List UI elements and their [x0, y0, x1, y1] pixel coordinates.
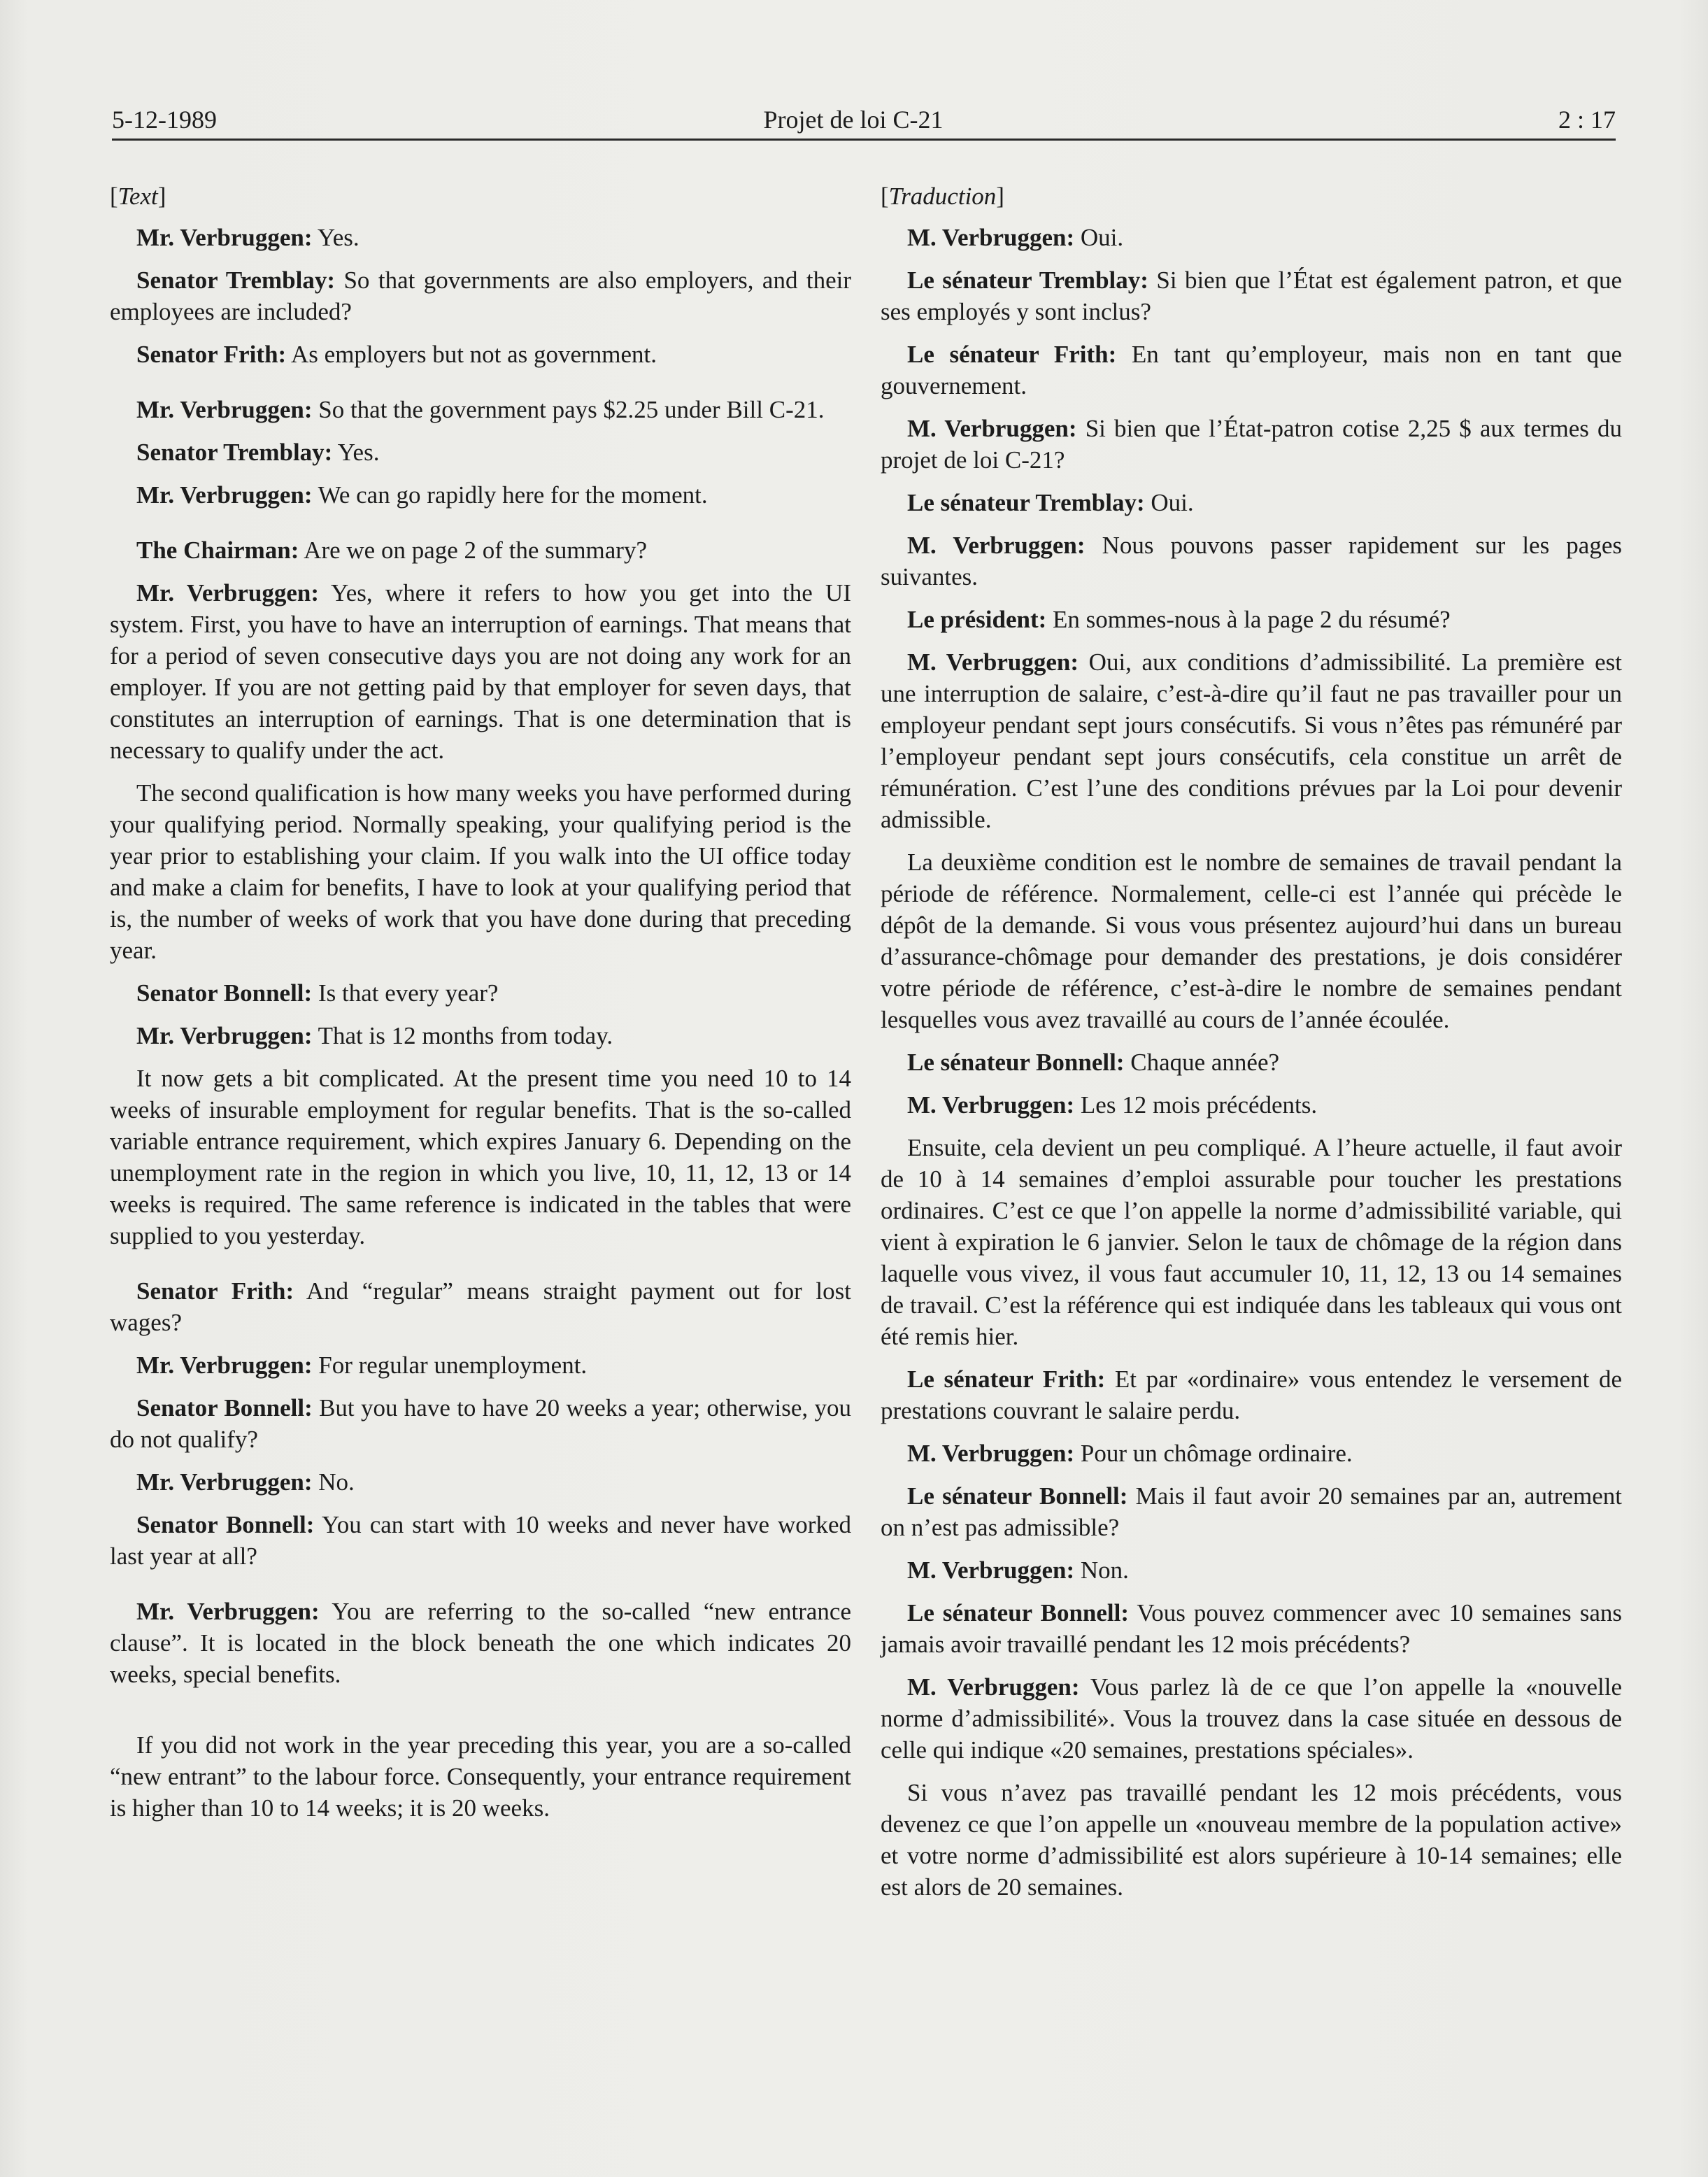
paragraph-text: Yes, where it refers to how you get into the UI system. First, you have to have an interruption of earnings. That means that for a period of seven consecutive days you are not doing any work for an employer. If you are not getting paid by that employer for seven days, that constitutes an interruption of earnings. That is one determination that is necessary to qualify under the act. [110, 579, 851, 764]
speaker-name: Senator Tremblay: [136, 267, 336, 294]
paragraph-text: Pour un chômage ordinaire. [1074, 1440, 1353, 1467]
paragraph-text: Si bien que l’État est également patron, et que ses employés y sont inclus? [881, 267, 1623, 325]
speaker-name: Senator Frith: [136, 341, 287, 368]
header-date: 5-12-1989 [112, 106, 217, 134]
paragraph-text: Oui. [1074, 224, 1124, 251]
transcript-paragraph [881, 604, 1622, 635]
paragraph-text: Non. [1074, 1556, 1129, 1584]
transcript-paragraph [881, 846, 1622, 1035]
paragraph-text: The second qualification is how many weeks you have performed during your qualifying period. Normally speaking, your qualifying period is the year prior to establishing your claim. If you walk into the UI office today and make a claim for benefits, I have to look at your qualifying period that is, the number of weeks of work that you have done during that preceding year. [110, 779, 851, 964]
transcript-paragraph [881, 1480, 1622, 1543]
paragraph-text: It now gets a bit complicated. At the present time you need 10 to 14 weeks of insurable employment for regular benefits. That is the so-called variable entrance requirement, which expires January 6. Depending on the unemployment rate in the region in which you live, 10, 11, 12, 13 or 14 weeks is required. The same reference is indicated in the tables that were supplied to you yesterday. [110, 1065, 851, 1249]
speaker-name: Senator Bonnell: [136, 979, 313, 1007]
speaker-name: M. Verbruggen: [907, 532, 1086, 559]
paragraph-text: That is 12 months from today. [312, 1022, 613, 1049]
transcript-paragraph [881, 1597, 1622, 1660]
paragraph-text: We can go rapidly here for the moment. [312, 481, 708, 509]
transcript-paragraph [881, 1554, 1622, 1586]
paragraph-text: En sommes-nous à la page 2 du résumé? [1046, 606, 1451, 633]
speaker-name: Mr. Verbruggen: [136, 1598, 320, 1625]
column-label-text: Text [118, 183, 158, 210]
paragraph-text: Nous pouvons passer rapidement sur les pages suivantes. [881, 532, 1622, 590]
paragraph-text: You are referring to the so-called “new entrance clause”. It is located in the block beneath the one which indicates 20 weeks, special benefits. [110, 1598, 851, 1688]
transcript-paragraph [881, 264, 1622, 327]
paragraph-text: Yes. [332, 439, 380, 466]
english-column [110, 180, 851, 1835]
transcript-paragraph [881, 1363, 1622, 1426]
speaker-name: M. Verbruggen: [907, 1440, 1075, 1467]
column-label: [Text] [110, 183, 166, 210]
transcript-paragraph [881, 1132, 1622, 1352]
speaker-name: Senator Frith: [136, 1277, 294, 1305]
speaker-name: Le président: [907, 606, 1047, 633]
paragraph-text: No. [312, 1468, 355, 1496]
speaker-name: Le sénateur Bonnell: [907, 1049, 1125, 1076]
column-label-text: Traduction [888, 183, 997, 210]
speaker-name: M. Verbruggen: [907, 1673, 1080, 1701]
paragraph-text: Are we on page 2 of the summary? [299, 537, 647, 564]
transcript-paragraph [110, 1349, 851, 1381]
speaker-name: Mr. Verbruggen: [136, 396, 313, 423]
transcript-paragraph [110, 1275, 851, 1338]
transcript-paragraph [110, 534, 851, 566]
paragraph-text: Les 12 mois précédents. [1074, 1091, 1318, 1119]
transcript-paragraph [110, 264, 851, 327]
transcript-paragraph [881, 1089, 1622, 1121]
transcript-paragraph [881, 646, 1622, 835]
paragraph-text: Chaque année? [1124, 1049, 1280, 1076]
speaker-name: Mr. Verbruggen: [136, 224, 313, 251]
paragraph-text: Is that every year? [312, 979, 499, 1007]
paragraph-text: En tant qu’employeur, mais non en tant que gouvernement. [881, 341, 1622, 399]
paragraph-text: Oui. [1144, 489, 1194, 516]
speaker-name: Senator Bonnell: [136, 1511, 315, 1538]
paragraph-text: But you have to have 20 weeks a year; otherwise, you do not qualify? [110, 1394, 852, 1453]
paragraph-text: Si vous n’avez pas travaillé pendant les 12 mois précédents, vous devenez ce que l’on appelle un «nouveau membre de la population active» et votre norme d’admissibilité est alors supérieure à 10-14 semaines; elle est alors de 20 semaines. [881, 1779, 1622, 1901]
transcript-paragraph [881, 487, 1622, 518]
transcript-paragraph [110, 977, 851, 1009]
transcript-paragraph [881, 1438, 1622, 1469]
transcript-paragraph [110, 1392, 851, 1455]
paragraph-text: La deuxième condition est le nombre de semaines de travail pendant la période de référence. Normalement, celle-ci est l’année qui précède le dépôt de la demande. Si vous vous présentez aujourd’hui dans un bureau d’assurance-chômage pour demander des prestations, je dois considérer votre période de référence, c’est-à-dire le nombre de semaines pendant lesquelles vous avez travaillé au cours de l’année écoulée. [881, 849, 1622, 1033]
transcript-paragraph [110, 777, 851, 966]
speaker-name: Senator Bonnell: [136, 1394, 313, 1421]
paragraph-text: Mais il faut avoir 20 semaines par an, autrement on n’est pas admissible? [881, 1482, 1622, 1541]
speaker-name: Mr. Verbruggen: [136, 481, 313, 509]
speaker-name: Mr. Verbruggen: [136, 579, 320, 607]
paragraph-text: Si bien que l’État-patron cotise 2,25 $ aux termes du projet de loi C-21? [881, 415, 1623, 474]
paragraph-text: Et par «ordinaire» vous entendez le versement de prestations couvrant le salaire perdu. [881, 1366, 1622, 1424]
speaker-name: M. Verbruggen: [907, 415, 1077, 442]
speaker-name: Mr. Verbruggen: [136, 1468, 313, 1496]
speaker-name: Senator Tremblay: [136, 439, 333, 466]
transcript-paragraph [881, 413, 1622, 476]
transcript-paragraph [110, 1509, 851, 1572]
speaker-name: The Chairman: [136, 537, 299, 564]
speaker-name: Le sénateur Tremblay: [907, 489, 1145, 516]
paragraph-text: Yes. [312, 224, 360, 251]
transcript-paragraph [110, 479, 851, 511]
transcript-paragraph [881, 339, 1622, 402]
paragraph-text: For regular unemployment. [312, 1352, 588, 1379]
header-page-number: 2 : 17 [1558, 106, 1616, 134]
speaker-name: Le sénateur Tremblay: [907, 267, 1148, 294]
paragraph-text: Ensuite, cela devient un peu compliqué. A l’heure actuelle, il faut avoir de 10 à 14 semaines d’emploi assurable pour toucher les prestations ordinaires. C’est ce que l’on appelle la norme d’admissibilité variable, qui vient à expiration le 6 janvier. Selon le taux de chômage de la région dans laquelle vous vivez, il vous faut accumuler 10, 11, 12, 13 ou 14 semaines de travail. C’est la référence qui est indiquée dans les tableaux qui vous ont été remis hier. [881, 1134, 1622, 1350]
speaker-name: Mr. Verbruggen: [136, 1352, 313, 1379]
paragraph-text: Vous pouvez commencer avec 10 semaines sans jamais avoir travaillé pendant les 12 mois précédents? [881, 1599, 1622, 1658]
transcript-paragraph [110, 1729, 851, 1824]
paragraph-text: If you did not work in the year preceding this year, you are a so-called “new entrant” to the labour force. Consequently, your entrance requirement is higher than 10 to 14 weeks; it is 20 weeks. [110, 1731, 851, 1822]
transcript-paragraph [881, 1047, 1622, 1078]
transcript-paragraph [110, 339, 851, 370]
paragraph-text: Oui, aux conditions d’admissibilité. La première est une interruption de salaire, c’est-à-dire qu’il faut ne pas travailler pour un employeur pendant sept jours consécutifs. Si vous n’êtes pas rémunéré par l’employeur pendant sept jours consécutifs, cela constitue un arrêt de rémunération. C’est l’une des conditions prévues par la Loi pour devenir admissible. [881, 648, 1623, 833]
speaker-name: Mr. Verbruggen: [136, 1022, 313, 1049]
speaker-name: M. Verbruggen: [907, 224, 1075, 251]
transcript-paragraph [110, 1063, 851, 1251]
paragraph-text: So that governments are also employers, and their employees are included? [110, 267, 852, 325]
speaker-name: Le sénateur Bonnell: [907, 1482, 1128, 1510]
speaker-name: Le sénateur Bonnell: [907, 1599, 1130, 1626]
speaker-name: M. Verbruggen: [907, 648, 1079, 676]
paragraph-text: You can start with 10 weeks and never have worked last year at all? [110, 1511, 851, 1570]
transcript-paragraph [881, 1671, 1622, 1766]
speaker-name: M. Verbruggen: [907, 1091, 1075, 1119]
speaker-name: Le sénateur Frith: [907, 341, 1117, 368]
french-column [881, 180, 1622, 1914]
transcript-paragraph [110, 437, 851, 468]
speaker-name: M. Verbruggen: [907, 1556, 1075, 1584]
transcript-paragraph [110, 394, 851, 425]
transcript-paragraph [110, 1596, 851, 1690]
transcript-paragraph [881, 530, 1622, 593]
paragraph-text: As employers but not as government. [286, 341, 657, 368]
page-header [112, 98, 1616, 141]
paragraph-text: So that the government pays $2.25 under Bill C-21. [312, 396, 825, 423]
paragraph-text: And “regular” means straight payment out for lost wages? [110, 1277, 851, 1336]
speaker-name: Le sénateur Frith: [907, 1366, 1106, 1393]
transcript-paragraph [110, 222, 851, 253]
transcript-paragraph [110, 1466, 851, 1498]
column-label: [Traduction] [881, 183, 1004, 210]
paragraph-text: Vous parlez là de ce que l’on appelle la «nouvelle norme d’admissibilité». Vous la trouvez dans la case située en dessous de celle qui indique «20 semaines, prestations spéciales». [881, 1673, 1623, 1764]
header-title: Projet de loi C-21 [763, 106, 944, 134]
transcript-paragraph [881, 1777, 1622, 1903]
transcript-paragraph [881, 222, 1622, 253]
transcript-paragraph [110, 1020, 851, 1051]
transcript-paragraph [110, 577, 851, 766]
